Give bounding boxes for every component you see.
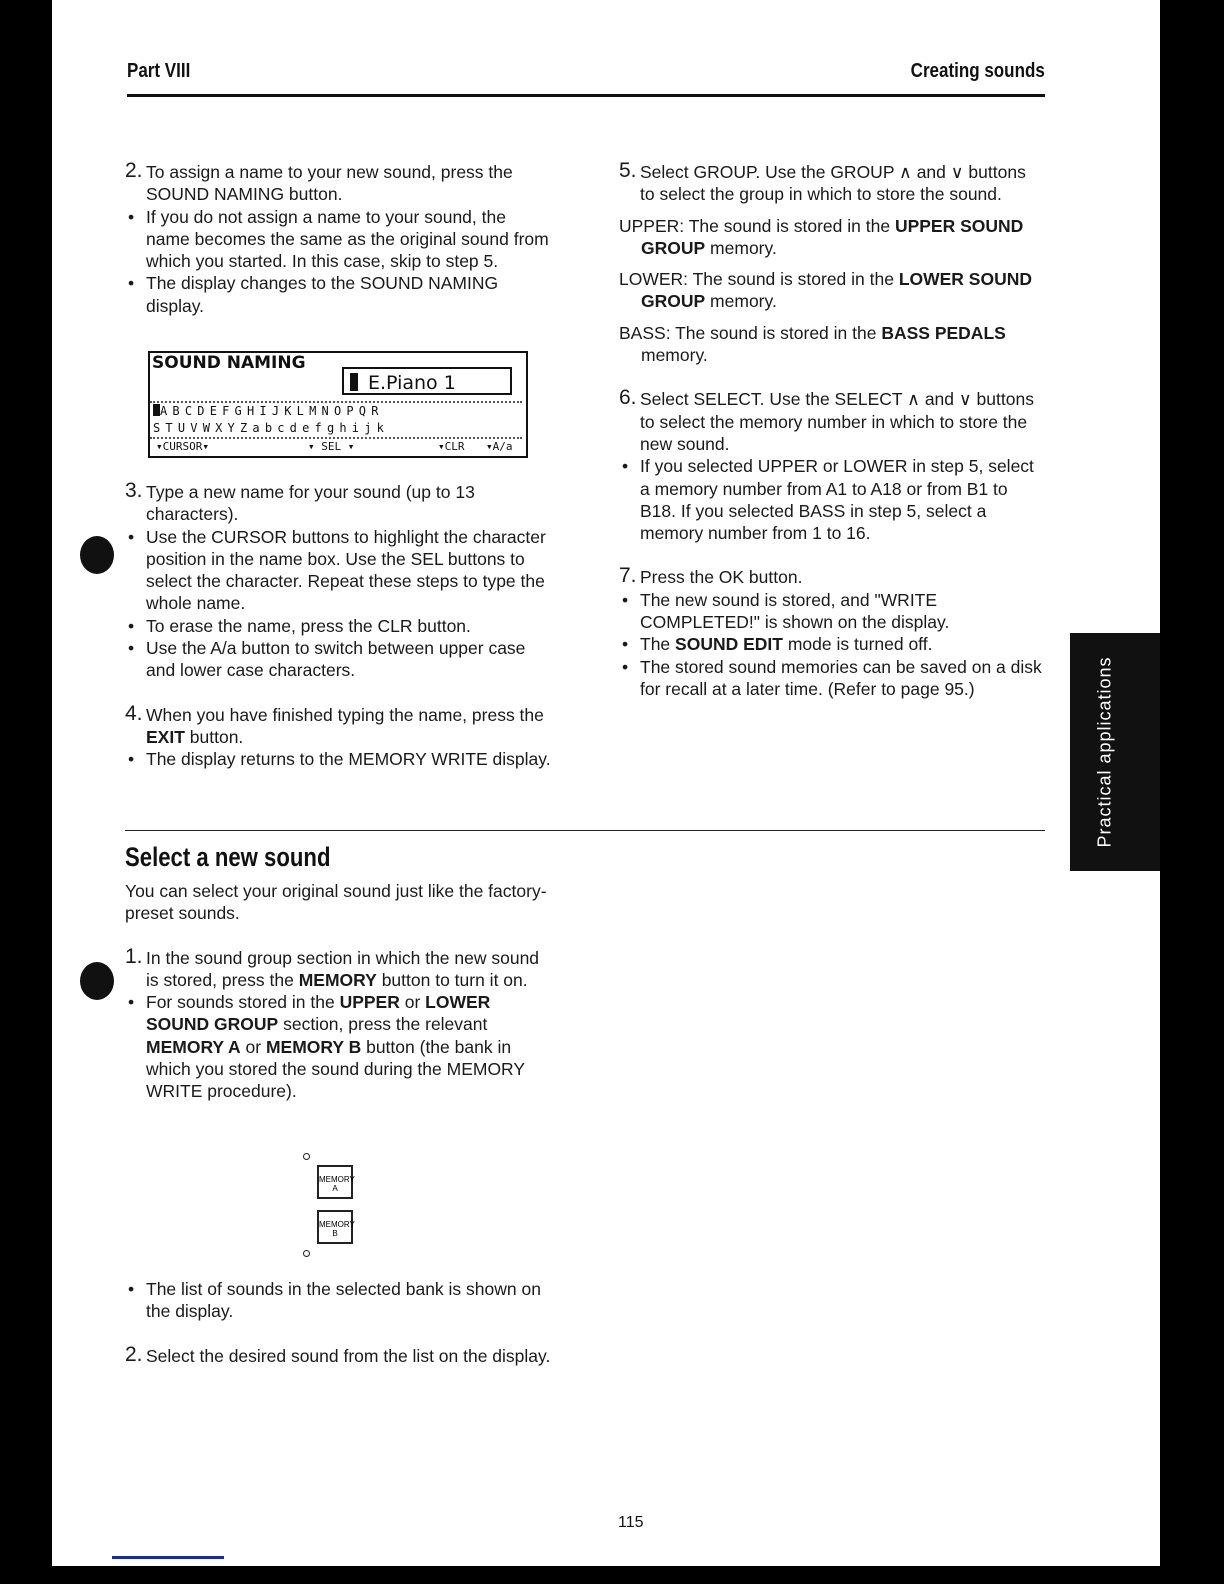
section-body [125,880,551,1103]
header-rule [127,94,1045,97]
left-column-steps [125,481,551,771]
def-upper: UPPER: The sound is stored in the UPPER SOUND GROUP memory. [619,215,1024,258]
cursor-block-icon [350,373,358,391]
lcd-char-row-2: STUVWXYZabcdefghijk [153,421,390,435]
section-step-1-bullet-1: • For sounds stored in the UPPER or LOWER SOUND GROUP section, press the relevant MEMORY A or MEMORY B button (the bank in which you stored the sound during the MEMORY WRITE procedure). [125,991,551,1102]
part-label: Part VIII [127,60,191,82]
char-highlight-icon [153,404,160,416]
step-3-bullet-3: • Use the A/a button to switch between upper case and lower case characters. [125,637,551,682]
lcd-char-row-1: ABCDEFGHIJKLMNOPQR [153,403,522,420]
memory-a-led-icon [303,1153,310,1160]
lcd-character-grid [150,401,522,439]
section-title: Select a new sound [125,842,331,872]
memory-a-button: MEMORY A [317,1165,353,1199]
step-3: 3. Type a new name for your sound (up to 13 characters). [125,479,475,525]
def-bass: BASS: The sound is stored in the BASS PEDALS memory. [619,322,1006,366]
step-6-bullet-1: • If you selected UPPER or LOWER in step 5, select a memory number from A1 to A18 or from B1 to B18. If you selected BASS in step 5, select a memory number from 1 to 16. [619,455,1045,544]
left-column [125,161,551,317]
section-step-2: 2. Select the desired sound from the list on the display. [125,1342,551,1366]
step-7-bullet-1: • The new sound is stored, and "WRITE COMPLETED!" is shown on the display. [619,589,1045,634]
section-divider [125,830,1045,831]
chapter-title: Creating sounds [910,60,1045,82]
binder-hole-icon [80,962,114,1000]
side-tab-label: Practical applications [1094,656,1115,848]
section-step-1-bullet-2: • The list of sounds in the selected bank is shown on the display. [125,1278,551,1323]
page-number: 115 [618,1514,644,1531]
softkey-sel: ▾ SEL ▾ [308,440,355,453]
section-intro: You can select your original sound just like the factory-preset sounds. [125,881,547,924]
scan-edge-strip [112,1556,224,1559]
step-3-bullet-1: • Use the CURSOR buttons to highlight the character position in the name box. Use the SEL buttons to select the character. Repeat these steps to type the whole name. [125,526,551,615]
step-4: 4. When you have finished typing the name, press the EXIT button. [125,701,544,747]
step-3-bullet-2: • To erase the name, press the CLR button. [125,615,551,637]
sound-naming-lcd [148,351,528,458]
section-body-end [125,1278,551,1367]
binder-hole-icon [80,536,114,574]
lcd-name-box: E.Piano 1 [342,367,512,395]
right-column [619,161,1045,700]
lcd-title: SOUND NAMING [152,353,306,373]
section-step-1: 1. In the sound group section in which the new sound is stored, press the MEMORY button to turn it on. [125,944,540,990]
step-4-bullet-1: • The display returns to the MEMORY WRITE display. [125,748,551,770]
memory-b-led-icon [303,1250,310,1257]
def-lower: LOWER: The sound is stored in the LOWER SOUND GROUP memory. [619,269,1033,312]
step-2-bullet-2: • The display changes to the SOUND NAMING display. [125,272,551,317]
step-7-bullet-3: • The stored sound memories can be saved on a disk for recall at a later time. (Refer to page 95.) [619,656,1045,701]
softkey-cursor: ▾CURSOR▾ [156,440,209,453]
step-7-bullet-2: • The SOUND EDIT mode is turned off. [619,633,1045,655]
step-2-bullet-1: • If you do not assign a name to your sound, the name becomes the same as the original sound from which you started. In this case, skip to step 5. [125,206,551,273]
step-2: 2. To assign a name to your new sound, press the SOUND NAMING button. [125,159,513,205]
manual-page [52,0,1160,1566]
step-6: 6. Select SELECT. Use the SELECT ∧ and ∨ buttons to select the memory number in which to store the new sound. [619,386,1034,454]
softkey-clr: ▾CLR [438,440,465,453]
step-7: 7. Press the OK button. [619,564,803,588]
memory-b-button: MEMORY B [317,1210,353,1244]
softkey-case: ▾A/a [486,440,513,453]
step-5: 5. Select GROUP. Use the GROUP ∧ and ∨ buttons to select the group in which to store the sound. [619,159,1026,205]
